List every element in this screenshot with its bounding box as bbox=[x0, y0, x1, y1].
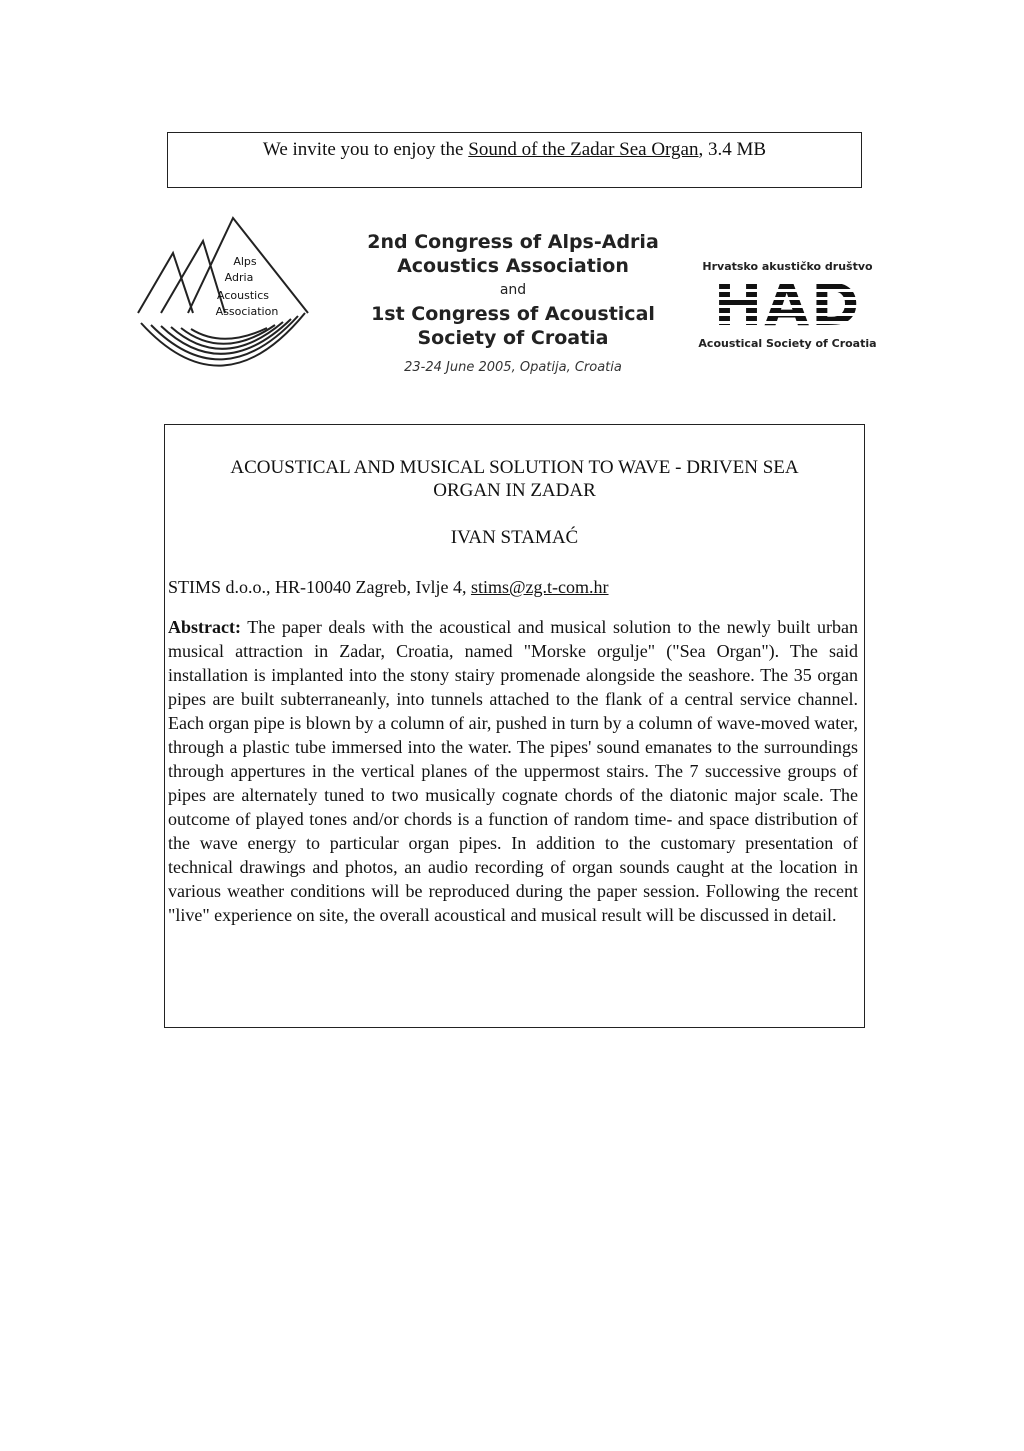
congress-line-3: 1st Congress of Acoustical bbox=[371, 303, 655, 325]
wave-arc bbox=[181, 325, 275, 344]
had-logo bbox=[655, 260, 920, 350]
alps-adria-logo bbox=[133, 213, 313, 375]
paper-author: IVAN STAMAĆ bbox=[450, 527, 579, 548]
author-affiliation bbox=[168, 577, 609, 598]
paper-title bbox=[164, 456, 865, 502]
had-croatian-name: Hrvatsko akustičko društvo bbox=[702, 260, 873, 273]
invite-banner bbox=[167, 132, 862, 188]
had-english-name: Acoustical Society of Croatia bbox=[698, 337, 877, 350]
congress-line-1: 2nd Congress of Alps-Adria bbox=[367, 231, 659, 253]
congress-line-2: Acoustics Association bbox=[397, 255, 629, 277]
congress-and: and bbox=[499, 282, 527, 298]
paper-title-line-2: ORGAN IN ZADAR bbox=[433, 480, 596, 501]
logo-text-acoustics: Acoustics bbox=[217, 289, 269, 302]
logo-text-alps: Alps bbox=[233, 255, 257, 268]
affiliation-text: STIMS d.o.o., HR-10040 Zagreb, Ivlje 4, bbox=[168, 577, 471, 597]
abstract-paragraph bbox=[168, 615, 858, 927]
abstract-text: The paper deals with the acoustical and musical solution to the newly built urban musical attraction in Zadar, Croatia, named "Morske orgulje" ("Sea Organ"). The said installation is implanted into the stony stairy promenade alongside the seashore. The 35 organ pipes are built subterraneanly, into tunnels attached to the flank of a central service channel. Each organ pipe is blown by a column of air, pushed in turn by a column of wave-moved water, through a plastic tube immersed into the water. The pipes' sound emanates to the surroundings through appertures in the vertical planes of the uppermost stairs. The 7 successive groups of pipes are alternately tuned to two musically cognate chords of the diatonic major scale. The outcome of played tones and/or chords is a function of random time- and space distribution of the wave energy to particular organ pipes. In addition to the customary presentation of technical drawings and photos, an audio recording of organ sounds caught at the location in various weather conditions will be reproduced during the paper session. Following the recent "live" experience on site, the overall acoustical and musical result will be discussed in detail. bbox=[168, 617, 858, 925]
logo-text-adria: Adria bbox=[224, 271, 254, 284]
logo-text-association: Association bbox=[215, 305, 279, 318]
author-email-link[interactable]: stims@zg.t-com.hr bbox=[470, 577, 609, 597]
congress-line-4: Society of Croatia bbox=[417, 327, 609, 349]
sea-organ-sound-link[interactable]: Sound of the Zadar Sea Organ bbox=[468, 139, 699, 160]
paper-title-line-1: ACOUSTICAL AND MUSICAL SOLUTION TO WAVE - DRIVEN SEA bbox=[230, 457, 799, 478]
invite-prefix: We invite you to enjoy the bbox=[262, 139, 469, 160]
invite-suffix: , 3.4 MB bbox=[698, 139, 767, 160]
had-mark: HAD bbox=[655, 273, 920, 337]
congress-heading bbox=[323, 230, 703, 375]
congress-date: 23-24 June 2005, Opatija, Croatia bbox=[404, 360, 622, 375]
abstract-label: Abstract: bbox=[168, 617, 241, 637]
